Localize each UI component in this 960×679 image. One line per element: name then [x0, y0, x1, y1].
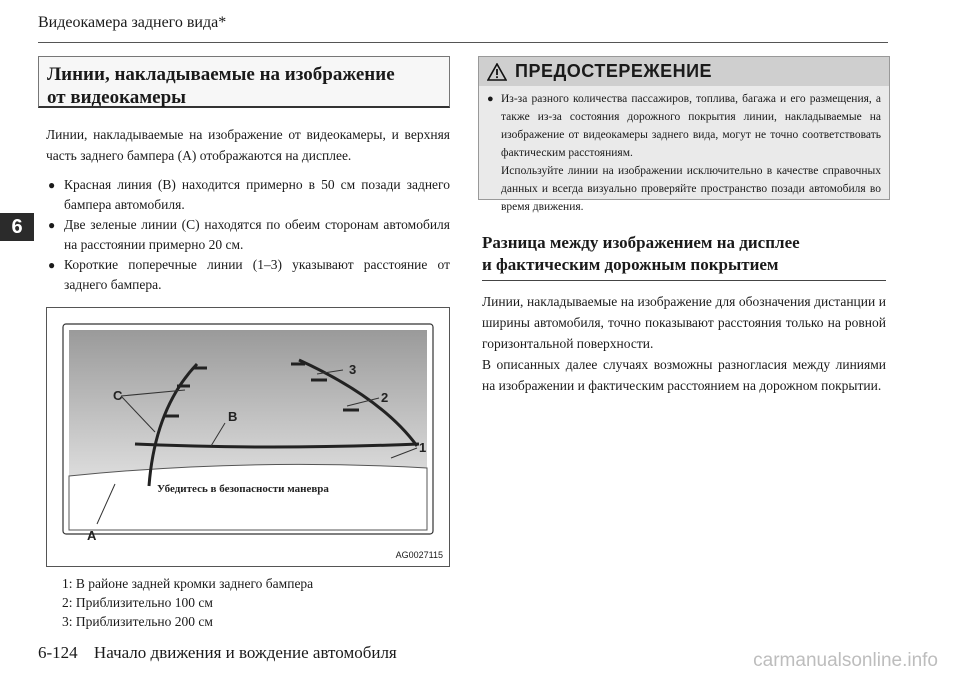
label-3: 3: [349, 362, 357, 377]
safety-banner-text: Убедитесь в безопасности маневра: [157, 483, 329, 495]
page-footer: [38, 643, 397, 663]
watermark: carmanualsonline.info: [753, 650, 938, 671]
section-heading-difference: [482, 232, 886, 281]
figure-code: AG0027115: [395, 550, 443, 560]
label-2: 2: [381, 390, 389, 405]
figure-captions: [62, 574, 452, 631]
warning-body: [479, 86, 889, 222]
warning-paragraph-2: Используйте линии на изображении исключительно в качестве справочных данных и всегда визуально проверяйте пространство позади автомобиля во время движения.: [501, 165, 881, 213]
camera-diagram: [47, 308, 449, 566]
section-heading-diff-line-1: Разница между изображением на дисплее: [482, 233, 800, 252]
right-paragraph-2: В описанных далее случаях возможны разногласия между линиями на изображении и фактическим расстоянием на дорожном покрытии.: [482, 357, 886, 393]
bullet-list: [46, 175, 450, 295]
caption-3: 3: Приблизительно 200 см: [62, 614, 213, 629]
label-c: C: [113, 388, 123, 403]
section-heading-line-2: от видеокамеры: [47, 87, 187, 108]
section-heading-diff-line-2: и фактическим дорожным покрытием: [482, 255, 779, 274]
label-b: B: [228, 409, 238, 424]
bullet-red-line: ● Красная линия (B) находится примерно в 50 см позади заднего бампера автомобиля.: [46, 175, 450, 215]
warning-triangle-icon: [487, 63, 507, 81]
bumper-area: [69, 464, 427, 530]
bullet-green-lines: ● Две зеленые линии (C) находятся по обеим сторонам автомобиля на расстоянии примерно 20 см.: [46, 215, 450, 255]
chapter-tab: 6: [0, 213, 34, 241]
header-rule: [38, 42, 888, 43]
warning-title: ПРЕДОСТЕРЕЖЕНИЕ: [515, 61, 713, 81]
bullet-short-lines: ● Короткие поперечные линии (1–3) указывают расстояние от заднего бампера.: [46, 255, 450, 295]
warning-bullet-icon: ●: [487, 93, 494, 105]
page-number: 6-124: [38, 643, 78, 662]
warning-box: [478, 56, 890, 213]
caption-2: 2: Приблизительно 100 см: [62, 595, 213, 610]
running-header: Видеокамера заднего вида*: [38, 14, 227, 31]
right-paragraph-1: Линии, накладываемые на изображение для обозначения дистанции и ширины автомобиля, точно показывают расстояния только на ровной горизонтальной поверхности.: [482, 294, 886, 351]
caption-1: 1: В районе задней кромки заднего бампера: [62, 576, 314, 591]
section-heading-overlay-lines: [38, 56, 450, 108]
label-1: 1: [419, 440, 427, 455]
camera-figure: [46, 307, 450, 567]
section-heading-line-1: Линии, накладываемые на изображение: [47, 64, 395, 85]
intro-paragraph: Линии, накладываемые на изображение от видеокамеры, и верхняя часть заднего бампера (A) отображаются на дисплее.: [46, 127, 450, 163]
chapter-title: Начало движения и вождение автомобиля: [93, 643, 397, 662]
warning-header: [479, 57, 889, 86]
warning-paragraph-1: Из-за разного количества пассажиров, топлива, багажа и его размещения, а также из-за состояния дорожного покрытия линии, накладываемые на изображение от видеокамеры заднего вида, могут не точно соответствовать фактическим расстояниям.: [501, 93, 881, 159]
label-a: A: [87, 528, 97, 543]
